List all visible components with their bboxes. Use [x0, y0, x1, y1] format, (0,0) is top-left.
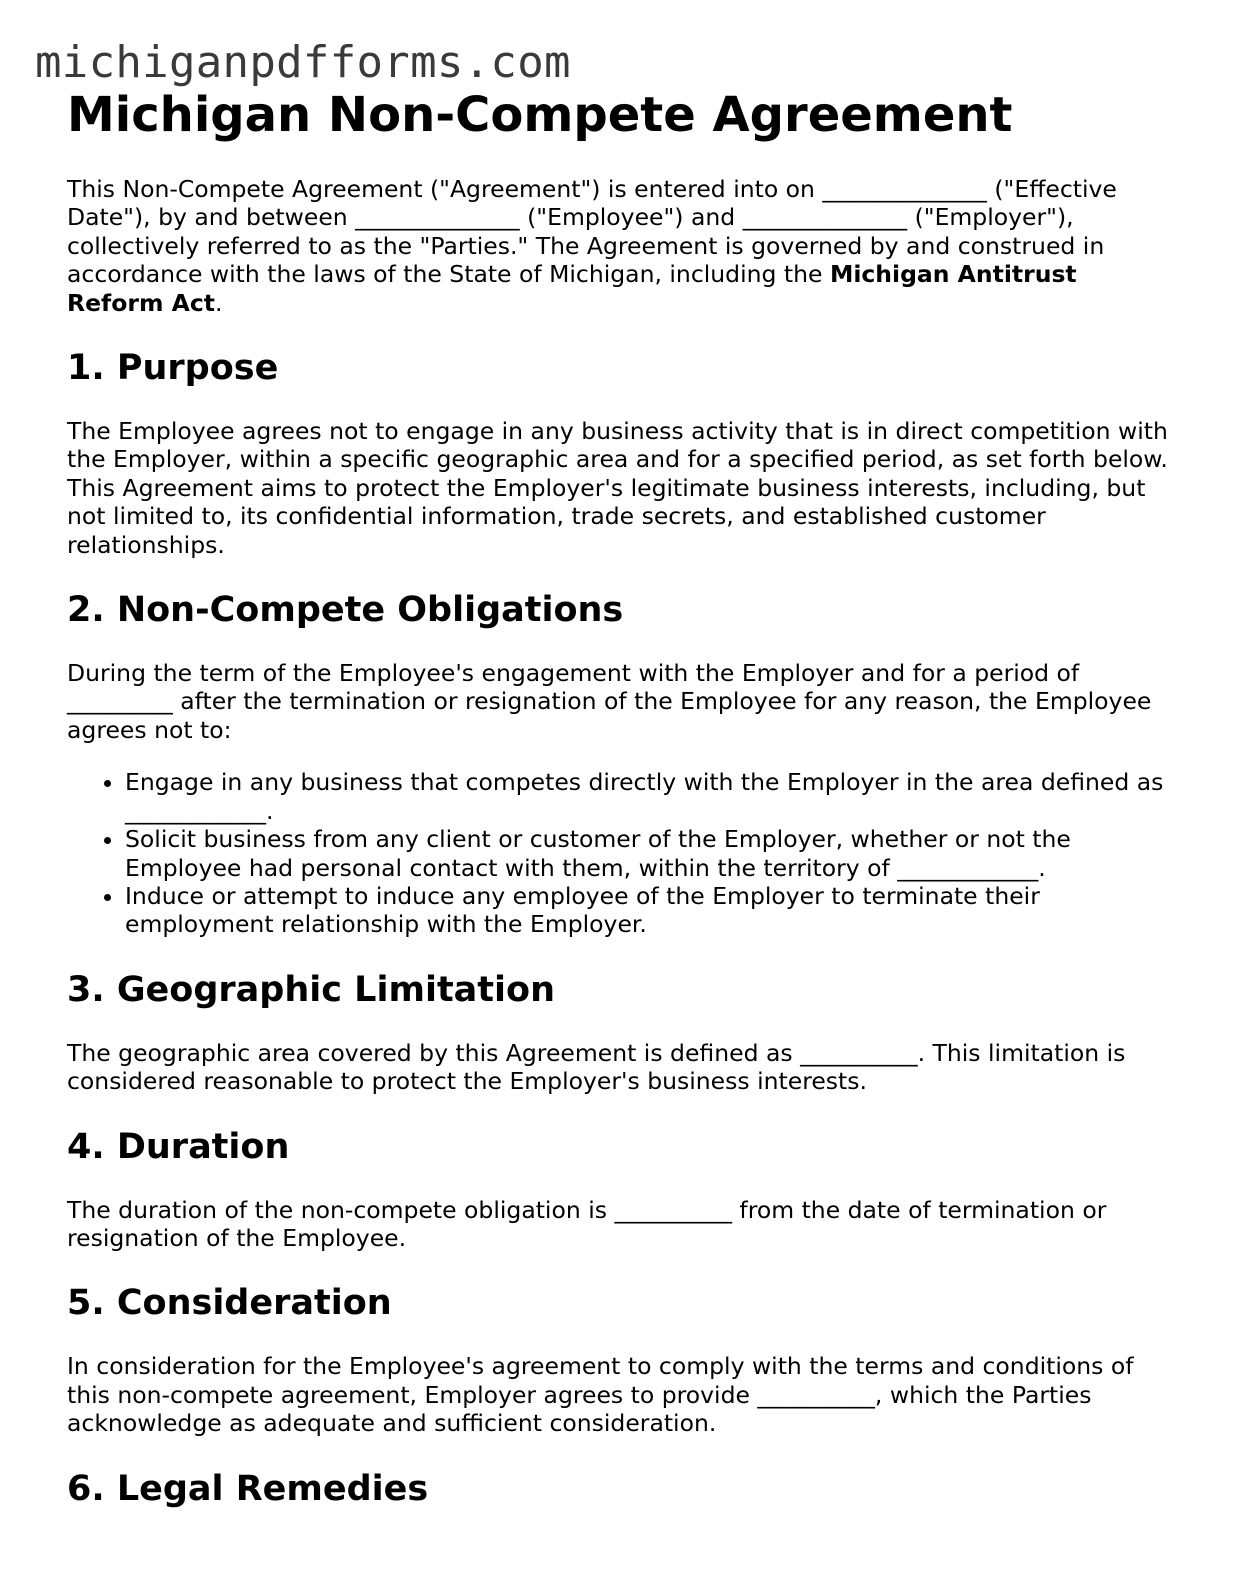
section-consideration-body: [67, 1352, 1177, 1437]
section-geographic-body: [67, 1039, 1177, 1096]
section-obligations-heading: 2. Non-Compete Obligations: [67, 590, 624, 631]
section-duration-body: [67, 1196, 1177, 1253]
bullet-1-text-2: .: [266, 796, 274, 825]
obligations-list: [67, 768, 1177, 938]
geographic-text-1: The geographic area covered by this Agreement is defined as: [67, 1038, 801, 1067]
intro-text-4: ("Employer"), collectively referred to as the "Parties." The Agreement is governed by and construed in accordance with the laws of the State of Michigan, including the: [67, 203, 1105, 289]
list-item: [125, 768, 1177, 825]
intro-text-3: ("Employee") and: [519, 203, 743, 232]
duration-text-2: from the date of termination or resignation of the Employee.: [67, 1195, 1107, 1252]
territory-blank[interactable]: ____________: [897, 853, 1039, 882]
consideration-blank[interactable]: __________: [757, 1380, 875, 1409]
section-remedies-heading: 6. Legal Remedies: [67, 1468, 429, 1509]
effective-date-blank[interactable]: ______________: [822, 175, 987, 203]
bullet-1-text-1: Engage in any business that competes directly with the Employer in the area defined as: [125, 768, 1164, 797]
geographic-area-blank[interactable]: __________: [800, 1038, 918, 1067]
list-item: • Induce or attempt to induce any employee of the Employer to terminate their employment relationship with the Employer.: [125, 882, 1177, 939]
duration-blank[interactable]: __________: [614, 1195, 732, 1224]
document-title: Michigan Non-Compete Agreement: [67, 87, 1013, 143]
consideration-text-1: In consideration for the Employee's agreement to comply with the terms and conditions of this non-compete agreement, Employer agrees to provide: [67, 1352, 1134, 1409]
intro-text-2: ("Effective Date"), by and between: [67, 175, 1117, 232]
area-blank[interactable]: ____________: [125, 796, 266, 825]
intro-act-name: Michigan Antitrust Reform Act: [67, 260, 1077, 317]
intro-text-5: .: [215, 288, 223, 317]
duration-text-1: The duration of the non-compete obligation is: [67, 1195, 615, 1224]
intro-paragraph: [67, 175, 1177, 317]
obligations-text-2: after the termination or resignation of the Employee for any reason, the Employee agrees not to:: [67, 687, 1152, 744]
section-duration-heading: 4. Duration: [67, 1126, 290, 1167]
geographic-text-2: . This limitation is considered reasonable to protect the Employer's business interests.: [67, 1038, 1126, 1096]
list-item: [125, 825, 1177, 882]
consideration-text-2: , which the Parties acknowledge as adequate and sufficient consideration.: [67, 1380, 1092, 1438]
watermark: michiganpdfforms.com: [35, 37, 571, 88]
section-consideration-heading: 5. Consideration: [67, 1283, 392, 1324]
employee-name-blank[interactable]: ______________: [355, 203, 520, 232]
bullet-2-text-1: Solicit business from any client or customer of the Employer, whether or not the Employee had personal contact with them, within the territory of: [125, 825, 1071, 882]
section-purpose-body: The Employee agrees not to engage in any business activity that is in direct competition with the Employer, within a specific geographic area and for a specified period, as set forth below. This Agreement aims to protect the Employer's legitimate business interests, including, but not limited to, its confidential information, trade secrets, and established customer relationships.: [67, 417, 1168, 559]
bullet-2-text-2: .: [1038, 853, 1046, 882]
document-body: [67, 86, 1177, 1510]
intro-text-1: This Non-Compete Agreement ("Agreement") is entered into on: [67, 175, 823, 203]
section-obligations-body: [67, 659, 1177, 744]
obligations-text-1: During the term of the Employee's engagement with the Employer and for a period of: [67, 659, 1080, 688]
section-purpose-heading: 1. Purpose: [67, 348, 279, 389]
section-geographic-heading: 3. Geographic Limitation: [67, 969, 555, 1010]
period-blank[interactable]: _________: [67, 687, 173, 716]
employer-name-blank[interactable]: ______________: [742, 203, 908, 232]
